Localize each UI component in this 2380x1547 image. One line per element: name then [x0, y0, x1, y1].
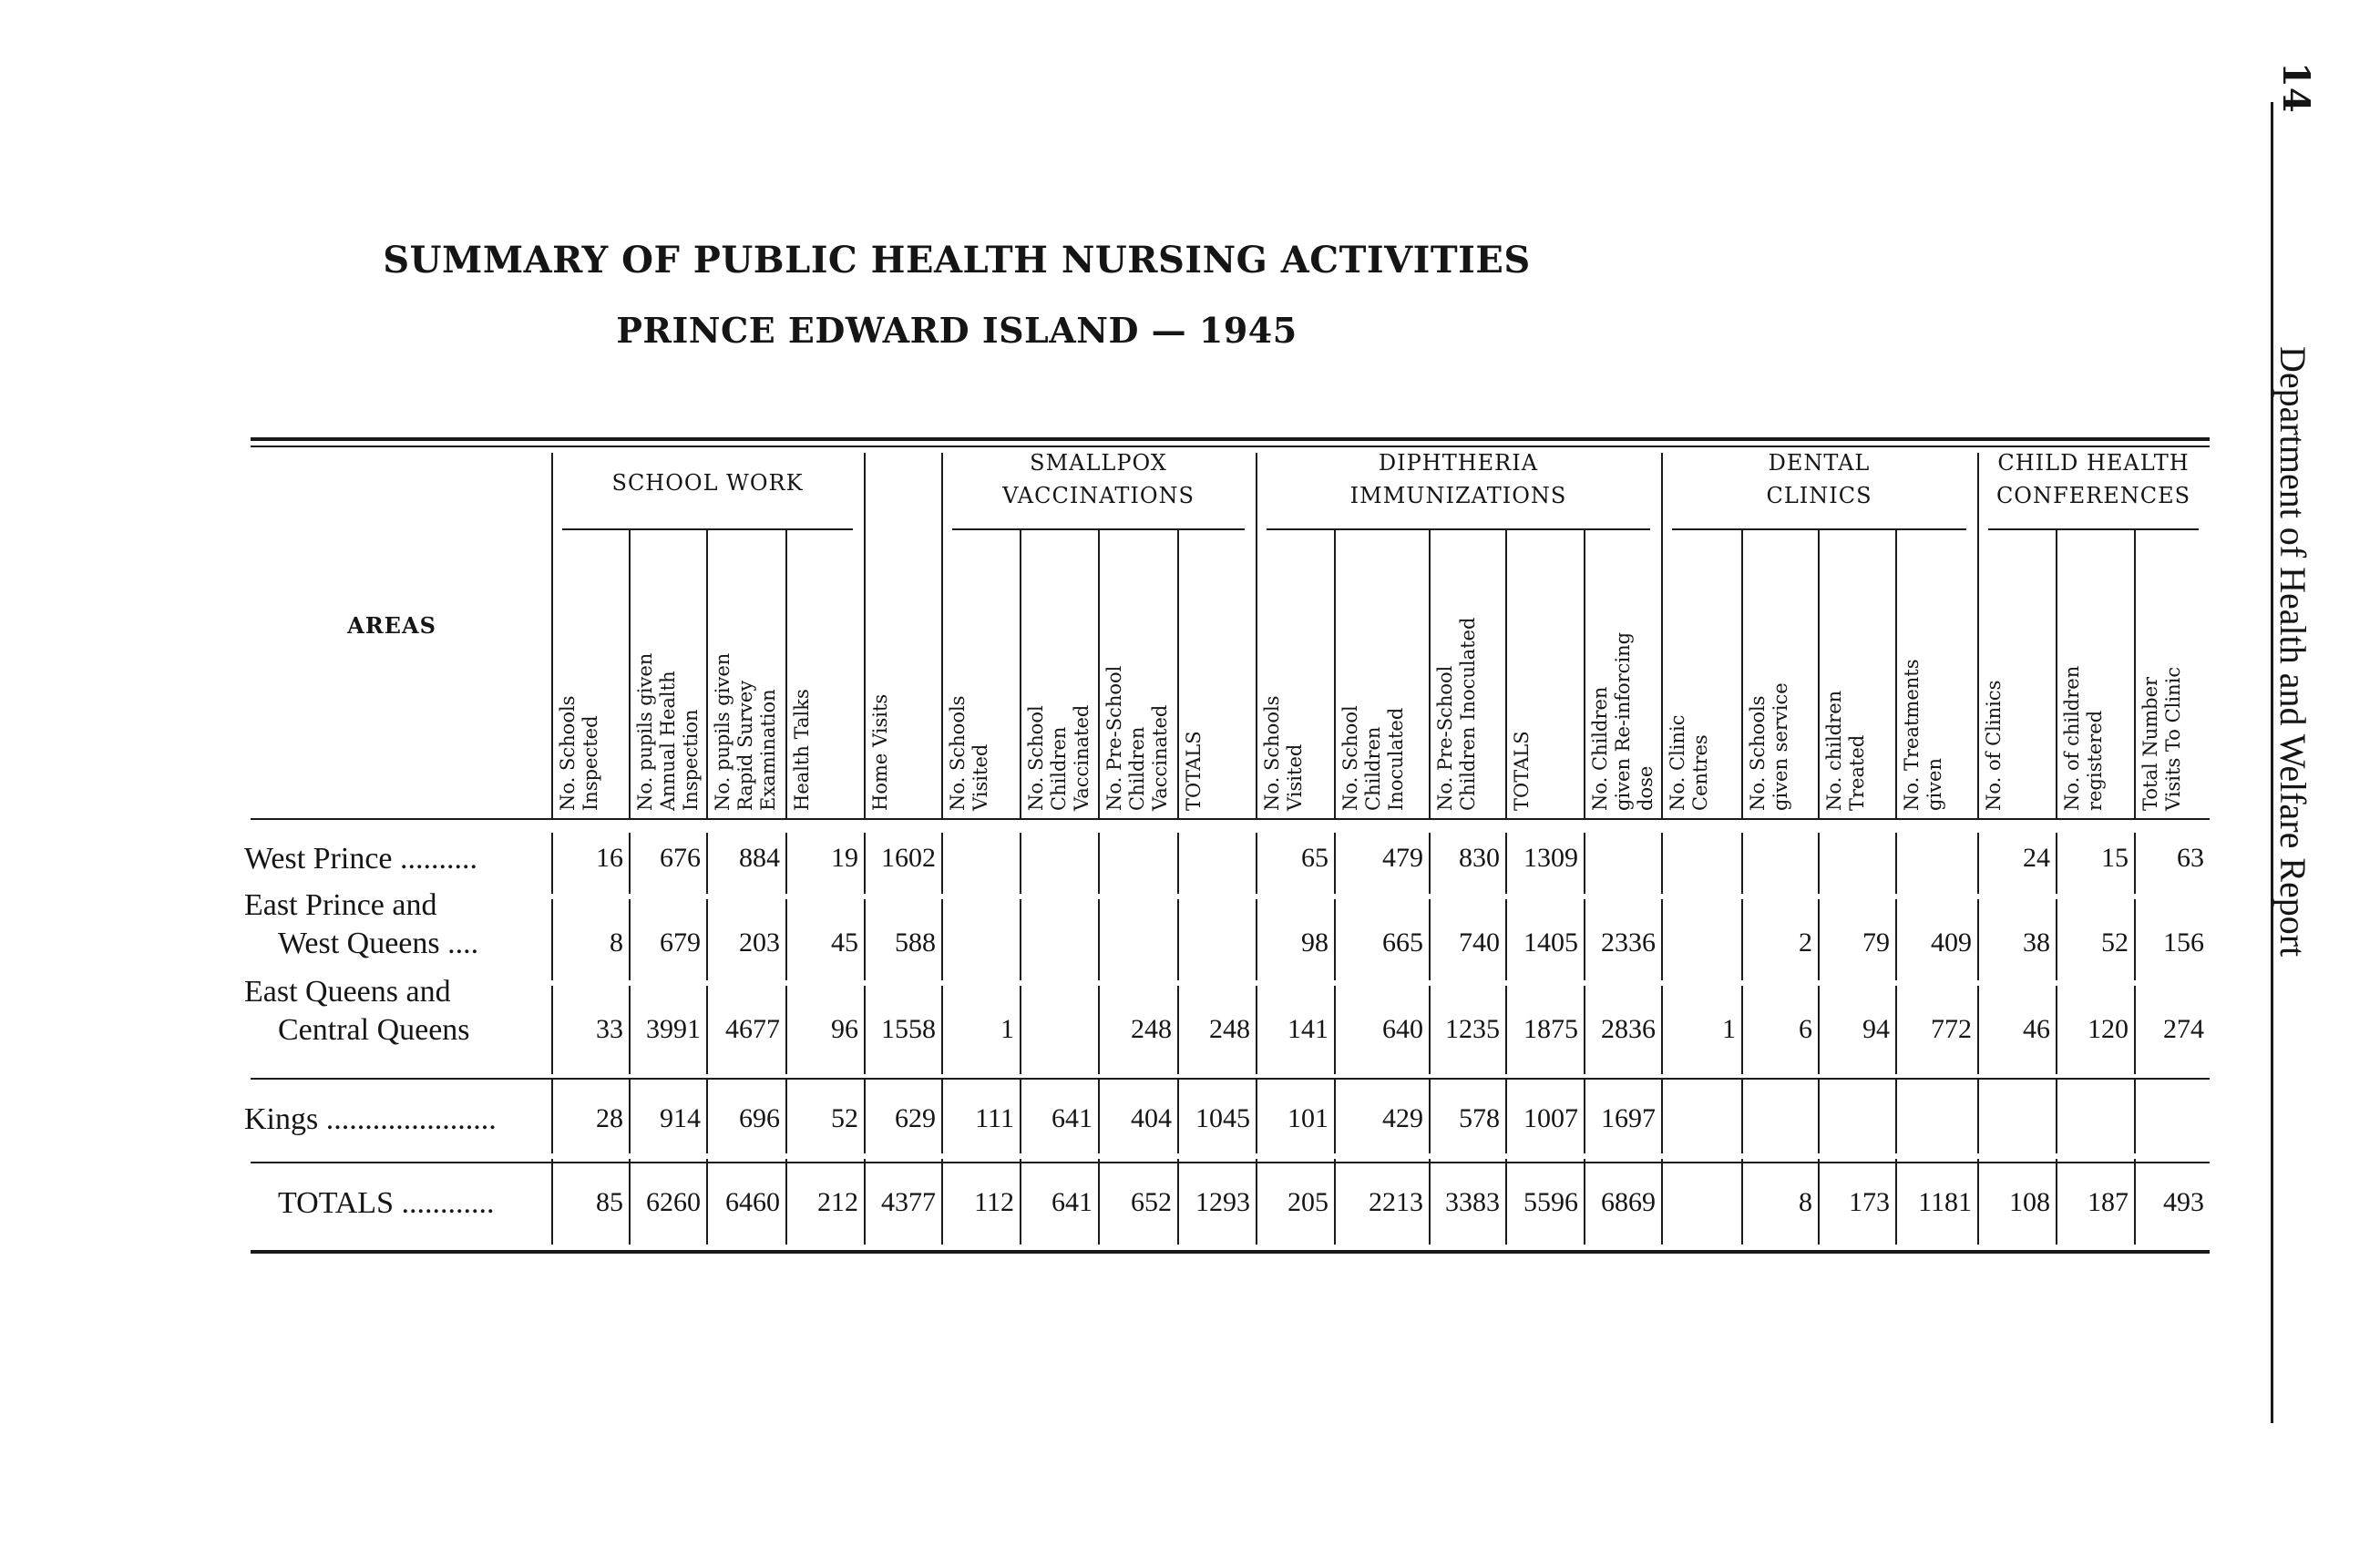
group-rule-4 — [1988, 528, 2199, 530]
table-cell: 1875 — [1523, 1014, 1578, 1044]
table-cell: 79 — [1862, 927, 1890, 958]
table-cell: 740 — [1459, 927, 1500, 958]
table-cell: 65 — [1301, 843, 1328, 873]
cell-rule — [1661, 833, 1663, 894]
table-cell: 588 — [895, 927, 936, 958]
area-name: East Prince and — [244, 888, 437, 922]
column-header-7 — [1103, 532, 1174, 811]
table-cell: 640 — [1382, 1014, 1423, 1044]
table-cell: 429 — [1382, 1103, 1423, 1133]
column-header-line: No. of children — [2061, 665, 2083, 811]
column-rule — [1584, 528, 1585, 818]
column-header-line: No. Schools — [557, 695, 579, 811]
column-header-line: No. Schools — [1747, 695, 1769, 811]
table-cell: 2836 — [1601, 1014, 1656, 1044]
column-header-line: Visits To Clinic — [2162, 666, 2184, 811]
table-cell: 1007 — [1523, 1103, 1578, 1133]
table-cell: 884 — [739, 843, 780, 873]
column-header-line: given Re-inforcing — [1612, 631, 1634, 811]
column-header-20 — [2139, 532, 2206, 811]
table-cell: 641 — [1052, 1187, 1093, 1217]
column-header-line: Children — [1048, 726, 1070, 811]
area-name: Kings ...................... — [244, 1102, 497, 1136]
running-title: Department of Health and Welfare Report — [2272, 346, 2313, 958]
column-header-6 — [1025, 532, 1094, 811]
column-header-line: Vaccinated — [1149, 704, 1171, 811]
table-cell: 112 — [974, 1187, 1014, 1217]
cell-rule — [1661, 1080, 1663, 1153]
table-cell: 16 — [596, 843, 623, 873]
column-header-3 — [791, 532, 860, 811]
column-header-line: Children — [1362, 726, 1384, 811]
table-cell: 8 — [610, 927, 623, 958]
table-cell: 94 — [1862, 1014, 1890, 1044]
group-header-line: CHILD HEALTH — [1997, 450, 2190, 476]
column-header-line: registered — [2084, 710, 2106, 811]
table-cell: 914 — [660, 1103, 701, 1133]
column-header-line: Inspected — [580, 715, 601, 811]
column-rule — [785, 528, 787, 818]
column-header-line: No. School — [1339, 705, 1361, 811]
column-rule — [2056, 528, 2057, 818]
table-cell: 19 — [831, 843, 858, 873]
table-cell: 3991 — [646, 1014, 701, 1044]
cell-rule — [1818, 1080, 1820, 1153]
table-bottom-rule — [251, 1250, 2210, 1254]
column-header-1 — [634, 532, 703, 811]
table-cell: 248 — [1131, 1014, 1172, 1044]
column-header-line: Examination — [757, 689, 779, 811]
cell-rule — [941, 899, 943, 980]
column-rule — [941, 453, 943, 818]
table-cell: 479 — [1382, 843, 1423, 873]
table-cell: 156 — [2163, 927, 2204, 958]
column-header-line: No. Children — [1589, 686, 1611, 811]
table-cell: 493 — [2163, 1187, 2204, 1217]
column-header-19 — [2061, 532, 2130, 811]
areas-header: AREAS — [347, 612, 436, 639]
table-cell: 33 — [596, 1014, 623, 1044]
table-cell: 830 — [1459, 843, 1500, 873]
table-cell: 652 — [1131, 1187, 1172, 1217]
table-cell: 696 — [739, 1103, 780, 1133]
group-header-0 — [551, 466, 864, 499]
table-cell: 38 — [2023, 927, 2050, 958]
group-header-4 — [1977, 446, 2210, 512]
cell-rule — [1661, 899, 1663, 980]
column-header-line: TOTALS — [1183, 731, 1205, 811]
group-header-1 — [941, 446, 1256, 512]
column-header-line: Visited — [969, 743, 991, 811]
column-header-line: No. pupils given — [712, 652, 733, 811]
document-subtitle: PRINCE EDWARD ISLAND — 1945 — [616, 310, 1298, 351]
table-cell: 409 — [1931, 927, 1972, 958]
table-cell: 120 — [2088, 1014, 2129, 1044]
cell-rule — [1977, 1080, 1979, 1153]
column-header-line: No. of Clinics — [1983, 680, 2005, 811]
table-cell: 629 — [895, 1103, 936, 1133]
table-cell: 46 — [2023, 1014, 2050, 1044]
table-cell: 641 — [1052, 1103, 1093, 1133]
column-header-line: Children — [1126, 726, 1148, 811]
table-cell: 4677 — [725, 1014, 780, 1044]
cell-rule — [1098, 899, 1100, 980]
column-header-5 — [947, 532, 1016, 811]
column-header-line: Treated — [1846, 734, 1868, 811]
cell-rule — [1741, 833, 1743, 894]
cell-rule — [1098, 833, 1100, 894]
column-header-line: TOTALS — [1511, 731, 1533, 811]
column-rule — [1895, 528, 1897, 818]
table-cell: 203 — [739, 927, 780, 958]
column-header-line: No. pupils given — [634, 652, 656, 811]
column-header-2 — [712, 532, 782, 811]
column-rule — [629, 528, 631, 818]
table-cell: 1235 — [1445, 1014, 1500, 1044]
table-cell: 4377 — [881, 1187, 936, 1217]
table-cell: 173 — [1849, 1187, 1890, 1217]
table-cell: 108 — [2009, 1187, 2050, 1217]
column-header-line: Annual Health — [657, 671, 679, 811]
column-rule — [1334, 528, 1336, 818]
table-cell: 404 — [1131, 1103, 1172, 1133]
table-cell: 1697 — [1601, 1103, 1656, 1133]
table-cell: 45 — [831, 927, 858, 958]
cell-rule — [1818, 833, 1820, 894]
cell-rule — [1895, 1080, 1897, 1153]
cell-rule — [1020, 833, 1021, 894]
column-header-line: No. Schools — [947, 695, 969, 811]
column-header-line: No. children — [1823, 690, 1845, 811]
area-name: TOTALS ............ — [278, 1186, 495, 1220]
column-header-line: given service — [1770, 682, 1791, 811]
table-cell: 248 — [1209, 1014, 1250, 1044]
group-header-line: DENTAL — [1768, 450, 1871, 476]
table-cell: 274 — [2163, 1014, 2204, 1044]
cell-rule — [1741, 1080, 1743, 1153]
column-header-14 — [1667, 532, 1738, 811]
column-rule — [1020, 528, 1021, 818]
table-cell: 8 — [1799, 1187, 1812, 1217]
area-name: West Queens .... — [278, 927, 479, 960]
column-header-line: Centres — [1689, 734, 1711, 811]
group-header-line: CLINICS — [1766, 483, 1872, 508]
group-header-3 — [1661, 446, 1977, 512]
column-header-line: given — [1923, 758, 1945, 811]
table-cell: 772 — [1931, 1014, 1972, 1044]
table-cell: 578 — [1459, 1103, 1500, 1133]
column-header-4 — [869, 532, 938, 811]
cell-rule — [1895, 833, 1897, 894]
row-rule-totals — [251, 1162, 2210, 1163]
cell-rule — [1020, 899, 1021, 980]
table-cell: 3383 — [1445, 1187, 1500, 1217]
cell-rule — [1177, 899, 1179, 980]
column-header-line: dose — [1635, 765, 1657, 811]
column-header-line: Inspection — [680, 709, 702, 811]
cell-rule — [2056, 1080, 2057, 1153]
table-cell: 28 — [596, 1103, 623, 1133]
header-bottom-rule — [251, 818, 2210, 820]
area-name: West Prince .......... — [244, 842, 477, 876]
table-cell: 1045 — [1195, 1103, 1250, 1133]
column-header-line: Home Visits — [869, 693, 891, 811]
table-cell: 1 — [1000, 1014, 1014, 1044]
column-rule — [1741, 528, 1743, 818]
column-rule — [1256, 453, 1257, 818]
page-number: 14 — [2274, 62, 2317, 113]
table-cell: 676 — [660, 843, 701, 873]
table-cell: 6460 — [725, 1187, 780, 1217]
column-header-line: No. Pre-School — [1103, 665, 1125, 811]
table-cell: 1558 — [881, 1014, 936, 1044]
cell-rule — [1177, 833, 1179, 894]
area-name: Central Queens — [278, 1013, 470, 1047]
column-header-17 — [1901, 532, 1974, 811]
column-rule — [1098, 528, 1100, 818]
table-cell: 1 — [1722, 1014, 1736, 1044]
column-rule — [1977, 453, 1979, 818]
group-header-line: CONFERENCES — [1995, 483, 2191, 508]
column-rule — [1818, 528, 1820, 818]
group-header-line: IMMUNIZATIONS — [1349, 483, 1567, 508]
column-header-9 — [1261, 532, 1330, 811]
group-header-line: VACCINATIONS — [1002, 483, 1195, 508]
table-cell: 2336 — [1601, 927, 1656, 958]
table-cell: 1181 — [1918, 1187, 1972, 1217]
column-header-11 — [1434, 532, 1502, 811]
column-header-line: No. Clinic — [1667, 714, 1688, 811]
table-cell: 63 — [2177, 843, 2204, 873]
column-header-line: No. Pre-School — [1434, 665, 1456, 811]
column-header-line: Inoculated — [1385, 707, 1407, 811]
document-title: SUMMARY OF PUBLIC HEALTH NURSING ACTIVITIES — [383, 239, 1531, 282]
column-rule — [706, 528, 708, 818]
table-cell: 141 — [1287, 1014, 1328, 1044]
group-rule-2 — [1267, 528, 1650, 530]
column-rule — [1177, 528, 1179, 818]
table-cell: 15 — [2101, 843, 2129, 873]
column-header-line: No. Treatments — [1901, 659, 1923, 811]
column-header-0 — [557, 532, 625, 811]
group-header-line: SCHOOL WORK — [611, 470, 804, 496]
column-header-line: Vaccinated — [1071, 704, 1093, 811]
column-header-line: Total Number — [2139, 676, 2161, 811]
table-cell: 6260 — [646, 1187, 701, 1217]
column-header-line: No. Schools — [1261, 695, 1283, 811]
table-cell: 85 — [596, 1187, 623, 1217]
table-cell: 6869 — [1601, 1187, 1656, 1217]
table-cell: 2213 — [1369, 1187, 1423, 1217]
column-rule — [1505, 528, 1507, 818]
table-cell: 1405 — [1523, 927, 1578, 958]
cell-rule — [1020, 986, 1021, 1074]
table-cell: 52 — [2101, 927, 2129, 958]
table-cell: 111 — [975, 1103, 1014, 1133]
table-cell: 1293 — [1195, 1187, 1250, 1217]
column-rule — [1429, 528, 1431, 818]
table-cell: 52 — [831, 1103, 858, 1133]
group-header-2 — [1256, 446, 1661, 512]
column-rule — [2134, 528, 2136, 818]
cell-rule — [2134, 1080, 2136, 1153]
table-cell: 205 — [1287, 1187, 1328, 1217]
table-top-rule — [251, 437, 2210, 441]
table-cell: 101 — [1287, 1103, 1328, 1133]
group-header-line: SMALLPOX — [1030, 450, 1167, 476]
table-cell: 212 — [817, 1187, 858, 1217]
table-cell: 24 — [2023, 843, 2050, 873]
table-cell: 98 — [1301, 927, 1328, 958]
table-cell: 187 — [2088, 1187, 2129, 1217]
cell-rule — [1584, 833, 1585, 894]
area-name: East Queens and — [244, 975, 451, 1009]
cell-rule — [1661, 1159, 1663, 1245]
column-rule — [864, 453, 866, 818]
column-header-13 — [1589, 532, 1657, 811]
column-header-line: Children Inoculated — [1457, 617, 1479, 811]
row-rule-kings — [251, 1078, 2210, 1080]
table-cell: 96 — [831, 1014, 858, 1044]
column-header-line: Rapid Survey — [734, 680, 756, 811]
column-header-line: No. School — [1025, 705, 1047, 811]
group-header-line: DIPHTHERIA — [1378, 450, 1539, 476]
column-header-15 — [1747, 532, 1814, 811]
table-cell: 665 — [1382, 927, 1423, 958]
table-cell: 2 — [1799, 927, 1812, 958]
table-cell: 6 — [1799, 1014, 1812, 1044]
column-rule — [1661, 453, 1663, 818]
column-header-18 — [1983, 532, 2052, 811]
column-rule — [551, 453, 553, 818]
column-header-line: Health Talks — [791, 689, 813, 811]
table-cell: 5596 — [1523, 1187, 1578, 1217]
column-header-16 — [1823, 532, 1892, 811]
table-cell: 679 — [660, 927, 701, 958]
column-header-12 — [1511, 532, 1580, 811]
table-cell: 1602 — [881, 843, 936, 873]
column-header-8 — [1183, 532, 1252, 811]
table-cell: 1309 — [1523, 843, 1578, 873]
column-header-line: Visited — [1284, 743, 1306, 811]
cell-rule — [941, 833, 943, 894]
column-header-10 — [1339, 532, 1425, 811]
